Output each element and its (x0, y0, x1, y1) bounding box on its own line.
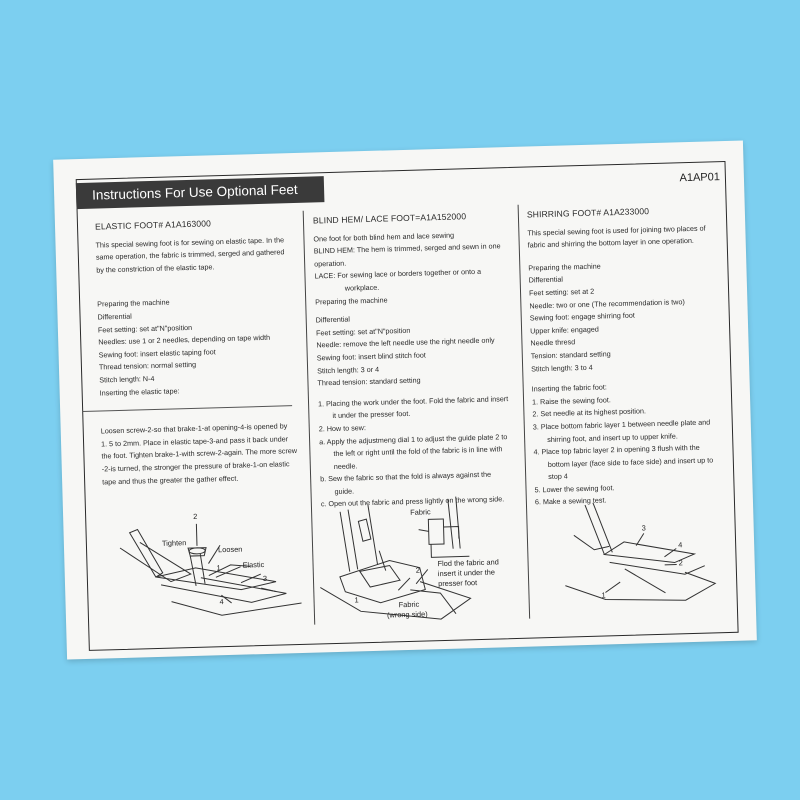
blind-hem-heading: BLIND HEM/ LACE FOOT=A1A152000 (312, 211, 467, 226)
shirring-prep-line: Preparing the machine (528, 261, 601, 273)
shirring-prep-line: Tension: standard setting (530, 349, 611, 361)
blind-step-line: 1. Placing the work under the foot. Fold the fabric and insert (317, 393, 509, 409)
shirring-step-line: bottom layer (face side to face side) and insert up to (547, 455, 714, 469)
figure-label: 4 (219, 597, 224, 607)
document-title: Instructions For Use Optional Feet (76, 176, 325, 209)
figure-label: 4 (678, 540, 683, 550)
blind-prep-line: Sewing foot: insert blind stitch foot (316, 350, 426, 363)
blind-step-line: needle. (333, 461, 358, 471)
elastic-intro-line: by the constriction of the elastic tape. (96, 262, 215, 275)
figure-label: (wrong side) (386, 609, 428, 620)
elastic-body-line: -2-is turned, the stronger the pressure of brake-1-on elastic (101, 459, 290, 474)
shirring-step-line: 2. Set needle at its highest position. (532, 406, 647, 419)
figure-label: Loosen (217, 544, 243, 555)
blind-intro-line: LACE: For sewing lace or borders together or onto a (314, 267, 482, 281)
shirring-step-line: 6. Make a sewing test. (534, 495, 607, 507)
figure-label: 1 (601, 590, 606, 600)
elastic-prep-line: Preparing the machine (97, 297, 170, 309)
blind-hem-section (313, 209, 526, 512)
figure-label: 3 (641, 523, 646, 533)
shirring-step-line: 5. Lower the sewing foot. (534, 483, 615, 495)
shirring-step-line: 3. Place bottom fabric layer 1 between needle plate and (532, 417, 711, 432)
blind-prep-line: Feet setting: set at"N"position (315, 325, 411, 338)
shirring-step-line: 1. Raise the sewing foot. (531, 394, 611, 407)
blind-step-line: it under the presser foot. (332, 409, 411, 421)
blind-prep-line: Needle: remove the left needle use the right needle only (316, 335, 495, 350)
document-code: A1AP01 (679, 171, 721, 185)
figure-label: Tighten (161, 538, 187, 548)
figure-label: 3 (262, 573, 268, 584)
shirring-prep-line: Stitch length: 3 to 4 (531, 362, 593, 373)
elastic-prep-line: Feet setting: set at"N"position (97, 322, 193, 335)
blind-prep-line: Differential (315, 314, 351, 325)
shirring-prep-line: Sewing foot: engage shirring foot (529, 310, 635, 323)
figure-label: presser foot (438, 578, 478, 589)
elastic-prep-line: Sewing foot: insert elastic taping foot (98, 347, 216, 360)
elastic-prep-line: Inserting the elastic tape: (99, 385, 180, 398)
elastic-prep-line: Differential (97, 311, 132, 322)
shirring-foot-illustration (563, 491, 726, 605)
shirring-step-line: 4. Place top fabric layer 2 in opening 3 flush with the (533, 442, 700, 457)
shirring-prep-line: Needle: two or one (The recommendation is two) (529, 296, 685, 311)
elastic-body-line: Loosen screw-2-so that brake-1-at opening-4-is opened by (100, 421, 288, 436)
blind-hem-figure (318, 487, 527, 628)
blind-step-line: a. Apply the adjustmeng dial 1 to adjust the guide plate 2 to (318, 431, 508, 446)
blind-intro-line: One foot for both blind hem and lace sewing (313, 230, 455, 244)
elastic-body-line: the foot. Tighten brake-1-with screw-2-again. The more screw (101, 446, 298, 461)
shirring-step-line: stop 4 (548, 471, 568, 482)
blind-prep-line: Preparing the machine (315, 295, 388, 307)
figure-label: insert it under the (437, 567, 496, 579)
blind-intro-line: operation. (314, 258, 347, 269)
shirring-prep-line: Needle thresd (530, 337, 576, 348)
shirring-foot-heading: SHIRRING FOOT# A1A233000 (526, 206, 650, 220)
elastic-intro-line: same operation, the fabric is trimmed, serged and gathered (95, 247, 285, 262)
blind-step-line: b. Sew the fabric so that the fold is always against the (320, 469, 492, 484)
figure-label: Fabric (398, 599, 420, 610)
blind-step-line: the left or right until the fold of the fabric is in line with (333, 444, 503, 459)
blind-step-line: c. Open out the fabric and press lightly on the wrong side. (320, 494, 505, 509)
elastic-body-line: 1. 5 to 2mm. Place in elastic tape-3-and pass it back under (100, 434, 289, 449)
elastic-foot-illustration (99, 503, 302, 629)
figure-label: 2 (193, 511, 198, 521)
figure-label: Fabric (410, 507, 431, 517)
shirring-prep-line: Differential (528, 274, 564, 285)
shirring-steps-heading: Inserting the fabric foot: (531, 382, 607, 394)
figure-label: Elastic (242, 559, 265, 570)
elastic-prep-line: Thread tension: normal setting (98, 360, 197, 372)
shirring-foot-section (527, 203, 740, 510)
figure-label: 2 (415, 565, 421, 575)
elastic-intro-line: This special sewing foot is for sewing on elastic tape. In the (95, 234, 285, 250)
shirring-prep-line: Feet setting: set at 2 (528, 286, 595, 298)
figure-label: 1 (216, 563, 221, 573)
shirring-step-line: shirring foot, and insert up to upper knife. (547, 430, 678, 444)
elastic-prep-line: Stitch length: N-4 (99, 373, 155, 385)
figure-label: 1 (354, 595, 359, 605)
blind-step-line: guide. (334, 486, 355, 496)
shirring-intro-line: This special sewing foot is used for joining two places of (527, 223, 706, 238)
instruction-sheet (53, 140, 757, 659)
blind-prep-line: Thread tension: standard setting (317, 375, 421, 388)
blind-prep-line: Stitch length: 3 or 4 (317, 364, 380, 375)
blind-step-line: 2. How to sew: (318, 423, 367, 434)
figure-label: Flod the fabric and (437, 557, 499, 569)
elastic-foot-section (95, 215, 307, 489)
shirring-prep-line: Upper knife: engaged (529, 324, 599, 336)
shirring-foot-figure (563, 491, 726, 605)
elastic-foot-figure (99, 503, 302, 629)
elastic-foot-heading: ELASTIC FOOT# A1A163000 (94, 218, 212, 232)
blind-intro-line: BLIND HEM: The hem is trimmed, serged and sewn in one (313, 241, 501, 256)
figure-label: 2 (678, 558, 683, 568)
elastic-prep-line: Needles: use 1 or 2 needles, depending on tape width (98, 332, 271, 347)
elastic-body-line: tape and thus the greater the gather effect. (102, 473, 239, 486)
blind-intro-line: workplace. (344, 282, 380, 293)
shirring-intro-line: fabric and shirring the bottom layer in one operation. (527, 236, 695, 250)
